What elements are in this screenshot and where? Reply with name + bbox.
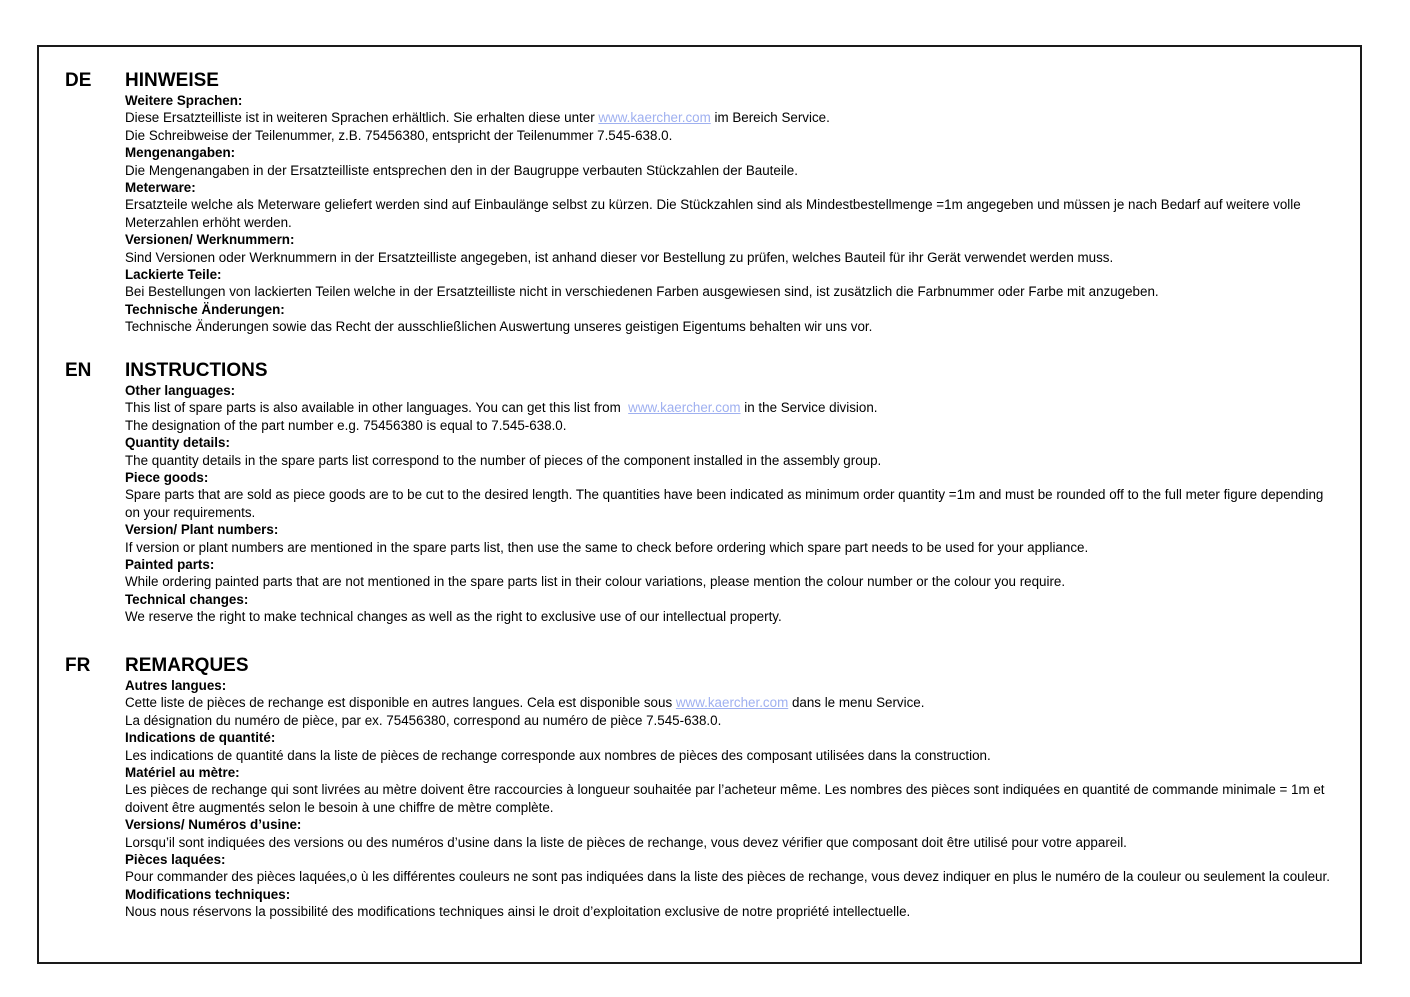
heading-quantity: Quantity details: bbox=[125, 435, 230, 451]
heading-painted-parts: Pièces laquées: bbox=[125, 852, 226, 868]
section-en-body bbox=[125, 360, 1338, 626]
paragraph-other-languages: Diese Ersatzteilliste ist in weiteren Sprachen erhältlich. Sie erhalten diese unter www.kaercher.com im Bereich Service. bbox=[125, 110, 830, 126]
heading-other-languages: Other languages: bbox=[125, 383, 236, 398]
language-code-fr: FR bbox=[65, 655, 91, 676]
paragraph-other-languages: Cette liste de pièces de rechange est disponible en autres langues. Cela est disponible sous www.kaercher.com dans le menu Service. bbox=[125, 695, 925, 711]
heading-quantity: Indications de quantité: bbox=[125, 730, 276, 746]
paragraph-quantity: The quantity details in the spare parts list correspond to the number of pieces of the component installed in the assembly group. bbox=[125, 452, 882, 468]
heading-other-languages: Autres langues: bbox=[125, 678, 227, 693]
paragraph-painted-parts: While ordering painted parts that are not mentioned in the spare parts list in their colour variations, please mention the colour number or the colour you require. bbox=[125, 574, 1066, 590]
paragraph-technical-changes: Technische Änderungen sowie das Recht der ausschließlichen Auswertung unseres geistigen Eigentums behalten wir uns vor. bbox=[125, 319, 873, 335]
heading-technical-changes: Modifications techniques: bbox=[125, 886, 291, 902]
section-title-de: HINWEISE bbox=[125, 70, 219, 91]
paragraph-part-number: Die Schreibweise der Teilenummer, z.B. 75456380, entspricht der Teilenummer 7.545-638.0. bbox=[125, 127, 673, 143]
paragraph-versions: Sind Versionen oder Werknummern in der Ersatzteilliste angegeben, ist anhand dieser vor Bestellung zu prüfen, welches Bauteil für ihr Gerät verwendet werden muss. bbox=[125, 249, 1114, 265]
section-title-en: INSTRUCTIONS bbox=[125, 360, 268, 381]
paragraph-piece-goods: Les pièces de rechange qui sont livrées au mètre doivent être raccourcies à longueur souhaitée par l’acheteur même. Les nombres des pièces sont indiquées en quantité de commande minimale = 1m et doivent être augmentés selon le besoin à une chiffre de mètre complète. bbox=[125, 782, 1325, 815]
paragraph-piece-goods: Ersatzteile welche als Meterware geliefert werden sind auf Einbaulänge selbst zu kürzen. Die Stückzahlen sind als Mindestbestellmenge =1m angegeben und müssen je nach Bedarf auf weitere volle Meterzahlen erhöht werden. bbox=[125, 197, 1301, 230]
heading-versions: Version/ Plant numbers: bbox=[125, 522, 279, 538]
heading-painted-parts: Lackierte Teile: bbox=[125, 267, 222, 283]
heading-painted-parts: Painted parts: bbox=[125, 557, 215, 573]
paragraph-versions: Lorsqu’il sont indiquées des versions ou des numéros d’usine dans la liste de pièces de rechange, vous devez vérifier que composant doit être utilisé pour votre appareil. bbox=[125, 834, 1127, 850]
heading-piece-goods: Piece goods: bbox=[125, 470, 209, 486]
paragraph-painted-parts: Bei Bestellungen von lackierten Teilen welche in der Ersatzteilliste nicht in verschiedenen Farben ausgewiesen sind, ist zusätzlich die Farbnummer oder Farbe mit anzugeben. bbox=[125, 284, 1159, 300]
paragraph-part-number: The designation of the part number e.g. 75456380 is equal to 7.545-638.0. bbox=[125, 417, 567, 433]
page-frame bbox=[37, 45, 1362, 964]
heading-technical-changes: Technical changes: bbox=[125, 591, 249, 607]
section-de-body bbox=[125, 70, 1338, 336]
heading-versions: Versionen/ Werknummern: bbox=[125, 232, 295, 248]
language-code-en: EN bbox=[65, 360, 92, 381]
paragraph-other-languages: This list of spare parts is also available in other languages. You can get this list from www.kaercher.com in the Service division. bbox=[125, 400, 878, 416]
heading-other-languages: Weitere Sprachen: bbox=[125, 93, 243, 108]
paragraph-quantity: Die Mengenangaben in der Ersatzteilliste entsprechen den in der Baugruppe verbauten Stückzahlen der Bauteile. bbox=[125, 162, 798, 178]
paragraph-technical-changes: Nous nous réservons la possibilité des modifications techniques ainsi le droit d’exploitation exclusive de notre propriété intellectuelle. bbox=[125, 904, 911, 920]
heading-versions: Versions/ Numéros d’usine: bbox=[125, 817, 302, 833]
section-fr-body bbox=[125, 655, 1338, 921]
heading-piece-goods: Meterware: bbox=[125, 180, 196, 196]
heading-piece-goods: Matériel au mètre: bbox=[125, 765, 240, 781]
kaercher-link[interactable]: www.kaercher.com bbox=[628, 400, 741, 416]
kaercher-link[interactable]: www.kaercher.com bbox=[598, 110, 711, 126]
section-title-fr: REMARQUES bbox=[125, 655, 249, 676]
paragraph-painted-parts: Pour commander des pièces laquées,o ù les différentes couleurs ne sont pas indiquées dans la liste des pièces de rechange, vous devez indiquer en plus le numéro de la couleur ou seulement la couleur. bbox=[125, 869, 1330, 885]
language-code-de: DE bbox=[65, 70, 92, 91]
paragraph-versions: If version or plant numbers are mentioned in the spare parts list, then use the same to check before ordering which spare part needs to be used for your appliance. bbox=[125, 539, 1089, 555]
heading-technical-changes: Technische Änderungen: bbox=[125, 301, 285, 317]
paragraph-piece-goods: Spare parts that are sold as piece goods are to be cut to the desired length. The quantities have been indicated as minimum order quantity =1m and must be rounded off to the full meter figure depending on your requirements. bbox=[125, 487, 1324, 520]
heading-quantity: Mengenangaben: bbox=[125, 145, 236, 161]
paragraph-quantity: Les indications de quantité dans la liste de pièces de rechange corresponde aux nombres de pièces des composant utilisées dans la construction. bbox=[125, 747, 991, 763]
paragraph-technical-changes: We reserve the right to make technical changes as well as the right to exclusive use of our intellectual property. bbox=[125, 609, 782, 625]
paragraph-part-number: La désignation du numéro de pièce, par ex. 75456380, correspond au numéro de pièce 7.545-638.0. bbox=[125, 712, 722, 728]
kaercher-link[interactable]: www.kaercher.com bbox=[675, 695, 789, 711]
